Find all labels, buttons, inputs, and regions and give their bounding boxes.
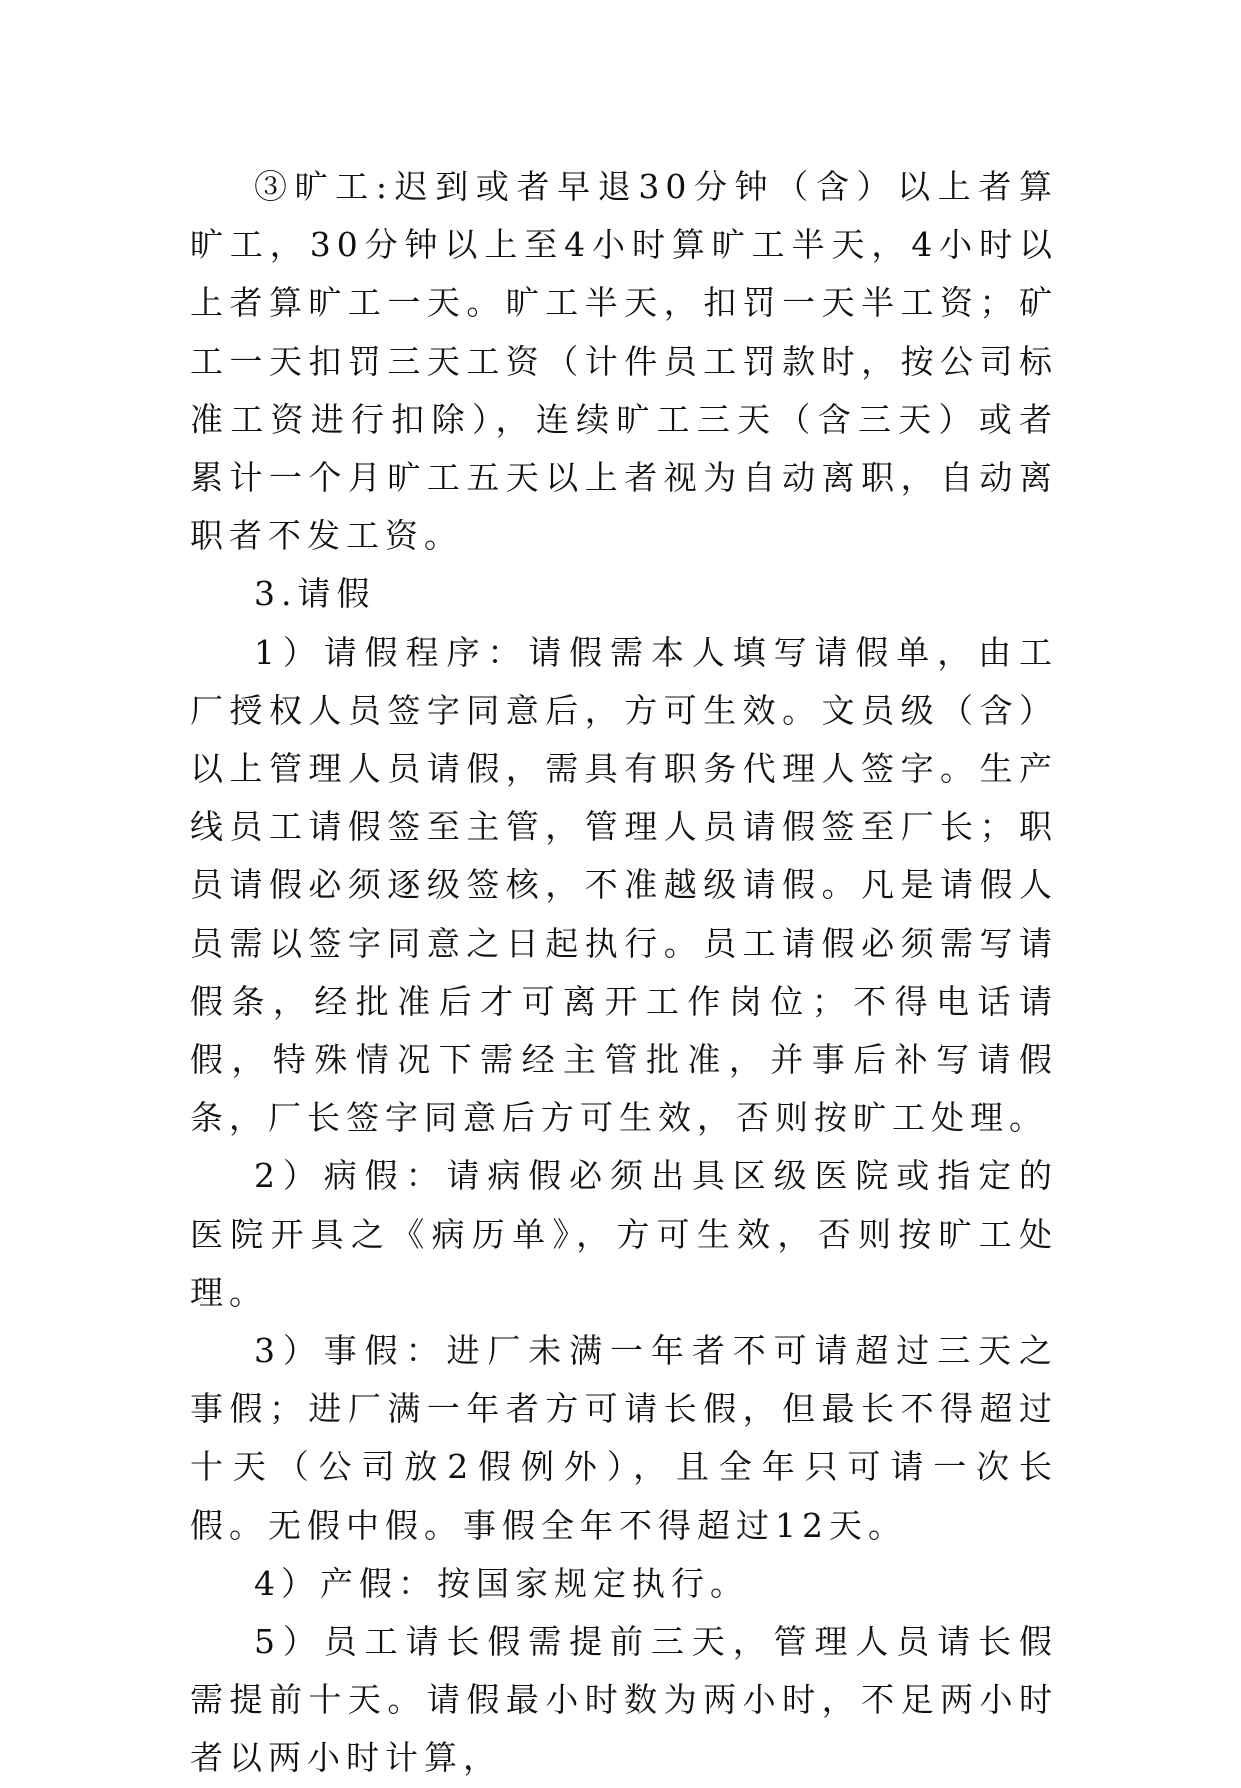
document-body [190,158,1058,1788]
paragraph-leave-procedure: 1）请假程序：请假需本人填写请假单，由工厂授权人员签字同意后，方可生效。文员级（含）以上管理人员请假，需具有职务代理人签字。生产线员工请假签至主管，管理人员请假签至厂长；职员请假必须逐级签核，不准越级请假。凡是请假人员需以签字同意之日起执行。员工请假必须需写请假条，经批准后才可离开工作岗位；不得电话请假，特殊情况下需经主管批准，并事后补写请假条，厂长签字同意后方可生效，否则按旷工处理。 [190,632,1058,1138]
paragraph-long-leave-notice: 5）员工请长假需提前三天，管理人员请长假需提前十天。请假最小时数为两小时，不足两小时者以两小时计算， [190,1622,1058,1778]
paragraph-personal-leave: 3）事假：进厂未满一年者不可请超过三天之事假；进厂满一年者方可请长假，但最长不得超过十天（公司放2假例外），且全年只可请一次长假。无假中假。事假全年不得超过12天。 [190,1331,1058,1545]
paragraph-sick-leave: 2）病假：请病假必须出具区级医院或指定的医院开具之《病历单》，方可生效，否则按旷工处理。 [190,1156,1058,1312]
section-heading-leave: 3.请假 [254,574,376,614]
paragraph-maternity-leave: 4）产假：按国家规定执行。 [254,1563,749,1603]
paragraph-absenteeism: ③旷工:迟到或者早退30分钟（含）以上者算旷工，30分钟以上至4小时算旷工半天，4小时以上者算旷工一天。旷工半天，扣罚一天半工资；矿工一天扣罚三天工资（计件员工罚款时，按公司标准工资进行扣除），连续旷工三天（含三天）或者累计一个月旷工五天以上者视为自动离职，自动离职者不发工资。 [190,167,1058,556]
